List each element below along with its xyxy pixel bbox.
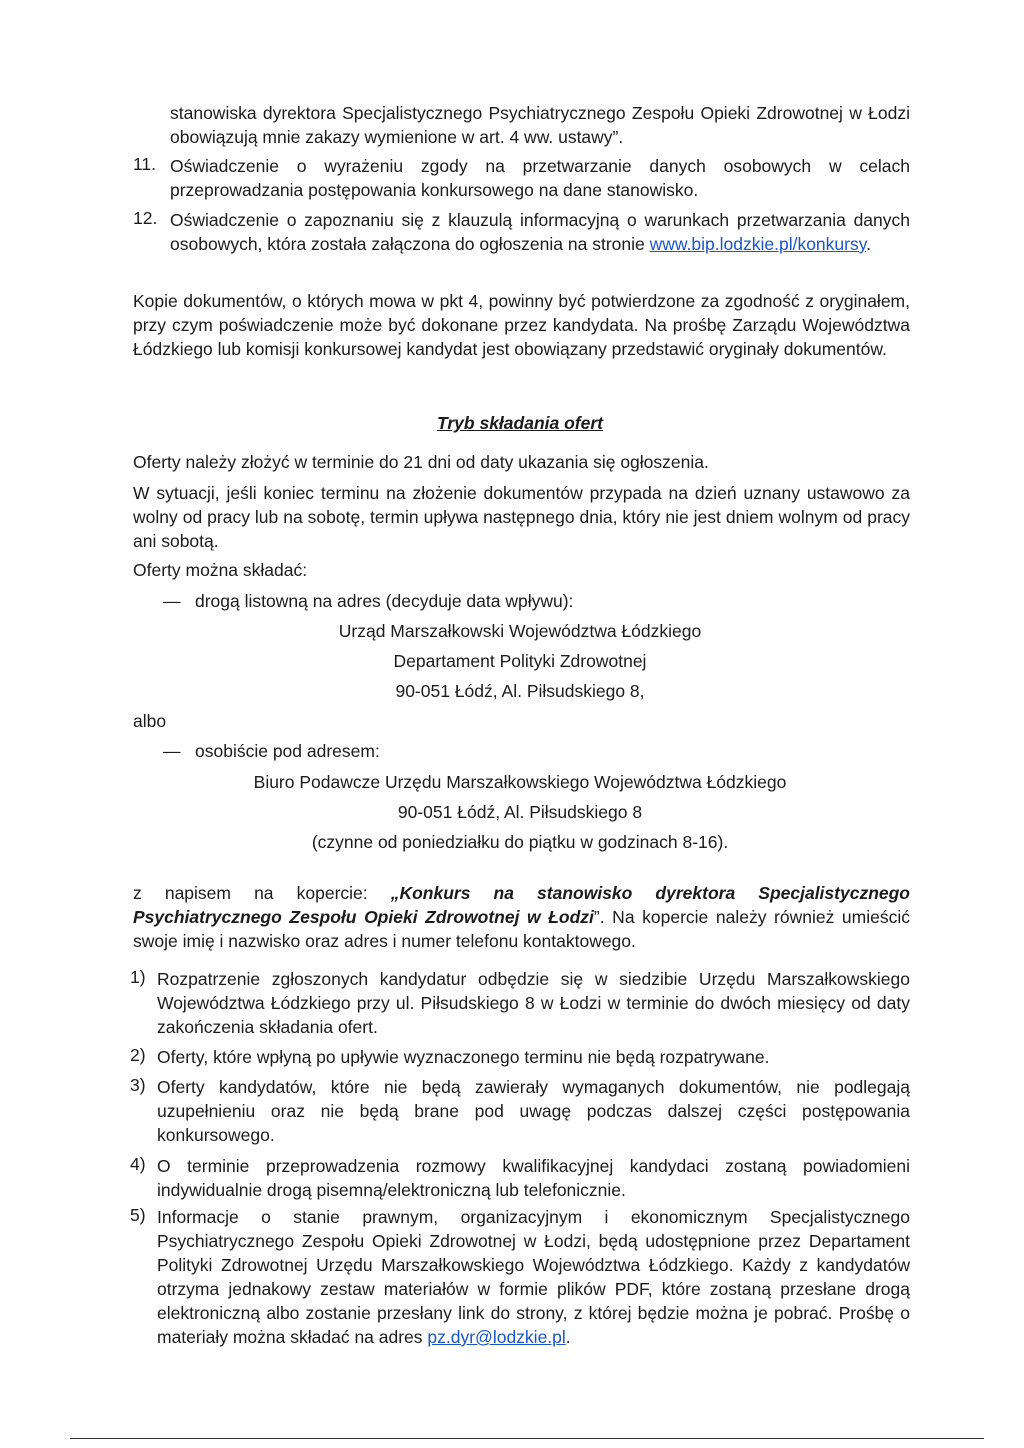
- in-person-option: osobiście pod adresem:: [195, 741, 380, 761]
- address-line: Urząd Marszałkowski Województwa Łódzkiego: [338, 621, 702, 641]
- copies-paragraph: Kopie dokumentów, o których mowa w pkt 4, powinny być potwierdzone za zgodność z oryginałem, przy czym poświadczenie może być dokonane przez kandydata. Na prośbę Zarządu Województwa Łódzkiego lub komisji konkursowej kandydat jest obowiązany przedstawić oryginały dokumentów.: [133, 291, 910, 359]
- list-item-late-offers: Oferty, które wpłyną po upływie wyznaczonego terminu nie będą rozpatrywane.: [157, 1047, 770, 1067]
- envelope-caption: „Konkurs na stanowisko dyrektora Specjalistycznego Psychiatrycznego Zespołu Opieki Zdrowotnej w Łodzi: [133, 883, 910, 927]
- bip-link[interactable]: www.bip.lodzkie.pl/konkursy: [649, 234, 867, 254]
- mail-option: drogą listowną na adres (decyduje data wpływu):: [195, 591, 574, 611]
- albo-text: albo: [133, 711, 167, 731]
- dash-bullet: —: [163, 591, 181, 611]
- continued-paragraph: stanowiska dyrektora Specjalistycznego Psychiatrycznego Zespołu Opieki Zdrowotnej w Łodzi obowiązują mnie zakazy wymienione w art. 4 ww. ustawy”.: [170, 103, 910, 147]
- email-link[interactable]: pz.dyr@lodzkie.pl: [427, 1327, 566, 1347]
- section-heading: Tryb składania ofert: [437, 413, 603, 433]
- dash-bullet: —: [163, 741, 181, 761]
- address-line: Departament Polityki Zdrowotnej: [393, 651, 647, 671]
- envelope-paragraph: z napisem na kopercie: „Konkurs na stanowisko dyrektora Specjalistycznego Psychiatrycznego Zespołu Opieki Zdrowotnej w Łodzi”. Na kopercie należy również umieścić swoje imię i nazwisko oraz adres i numer telefonu kontaktowego.: [133, 883, 910, 951]
- address-line: (czynne od poniedziałku do piątku w godzinach 8-16).: [311, 832, 729, 852]
- item-number: 2): [130, 1045, 146, 1065]
- item-number: 1): [130, 967, 146, 987]
- list-item-consent: Oświadczenie o wyrażeniu zgody na przetwarzanie danych osobowych w celach przeprowadzania postępowania konkursowego na dane stanowisko.: [170, 156, 910, 200]
- footer-divider: [70, 1438, 984, 1439]
- list-item-interview: O terminie przeprowadzenia rozmowy kwalifikacyjnej kandydaci zostaną powiadomieni indywidualnie drogą pisemną/elektroniczną lub telefonicznie.: [157, 1156, 910, 1200]
- item-number: 12.: [133, 208, 158, 228]
- list-item-incomplete: Oferty kandydatów, które nie będą zawierały wymaganych dokumentów, nie podlegają uzupełnieniu oraz nie będą brane pod uwagę podczas dalszej części postępowania konkursowego.: [157, 1077, 910, 1145]
- weekend-paragraph: W sytuacji, jeśli koniec terminu na złożenie dokumentów przypada na dzień uznany ustawowo za wolny od pracy lub na sobotę, termin upływa następnego dnia, który nie jest dniem wolnym od pracy ani sobotą.: [133, 483, 910, 551]
- list-item-clause: Oświadczenie o zapoznaniu się z klauzulą informacyjną o warunkach przetwarzania danych osobowych, która została załączona do ogłoszenia na stronie www.bip.lodzkie.pl/konkursy.: [170, 210, 910, 254]
- item-number: 11.: [133, 154, 157, 174]
- deadline-paragraph: Oferty należy złożyć w terminie do 21 dni od daty ukazania się ogłoszenia.: [133, 452, 709, 472]
- item-number: 4): [130, 1154, 146, 1174]
- address-line: Biuro Podawcze Urzędu Marszałkowskiego Województwa Łódzkiego: [253, 772, 787, 792]
- item-number: 3): [130, 1075, 146, 1095]
- item-number: 5): [130, 1205, 146, 1225]
- submission-intro: Oferty można składać:: [133, 560, 308, 580]
- list-item-review: Rozpatrzenie zgłoszonych kandydatur odbędzie się w siedzibie Urzędu Marszałkowskiego Województwa Łódzkiego przy ul. Piłsudskiego 8 w Łodzi w terminie do dwóch miesięcy od daty zakończenia składania ofert.: [157, 969, 910, 1037]
- address-line: 90-051 Łódź, Al. Piłsudskiego 8: [397, 802, 643, 822]
- address-line: 90-051 Łódź, Al. Piłsudskiego 8,: [395, 681, 645, 701]
- list-item-materials: Informacje o stanie prawnym, organizacyjnym i ekonomicznym Specjalistycznego Psychiatrycznego Zespołu Opieki Zdrowotnej w Łodzi, będą udostępnione przez Departament Polityki Zdrowotnej Urzędu Marszałkowskiego Województwa Łódzkiego. Każdy z kandydatów otrzyma jednakowy zestaw materiałów w formie plików PDF, które zostaną przesłane drogą elektroniczną albo zostanie przesłany link do strony, z której będzie można je pobrać. Prośbę o materiały można składać na adres pz.dyr@lodzkie.pl.: [157, 1207, 910, 1347]
